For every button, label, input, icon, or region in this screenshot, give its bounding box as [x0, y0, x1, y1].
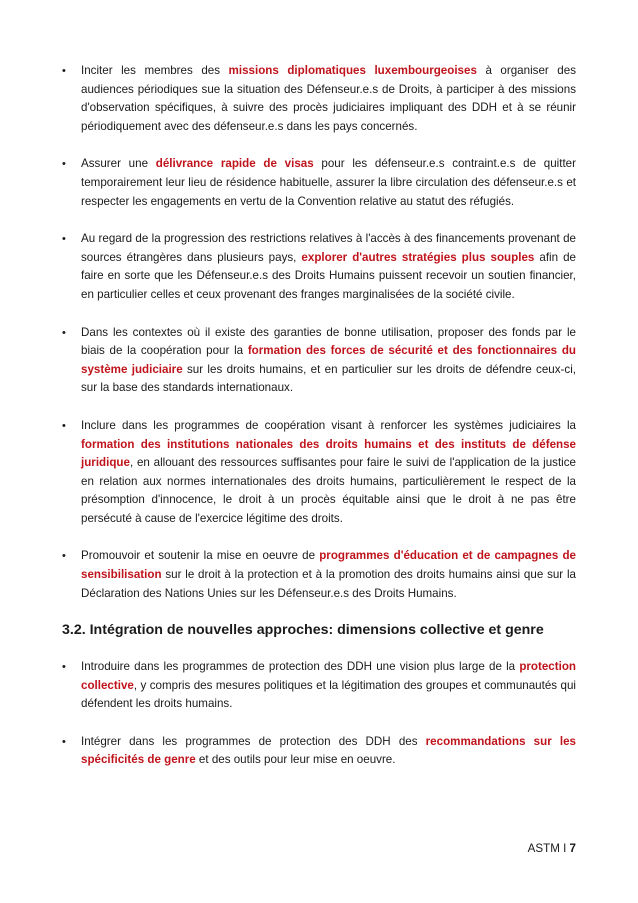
bullet-icon: •: [62, 735, 66, 748]
footer-org: ASTM: [527, 842, 560, 855]
bullet-icon: •: [62, 65, 66, 77]
section-heading: 3.2. Intégration de nouvelles approches: dimensions collective et genre: [62, 622, 544, 638]
footer-separator: I: [559, 842, 570, 855]
body-text: et des outils pour leur mise en oeuvre.: [195, 753, 396, 767]
bullet-icon: •: [62, 326, 66, 339]
list-item: [62, 230, 576, 304]
page-footer: [528, 842, 576, 855]
body-text: Inclure dans les programmes de coopération visant à renforcer les systèmes judiciaires la: [81, 418, 576, 432]
body-text: sur le droit à la protection et à la promotion des droits humains ainsi que sur la Déclaration des Nations Unies sur les Défenseur.e.s des Droits Humains.: [81, 568, 576, 600]
body-text: Promouvoir et soutenir la mise en oeuvre de: [81, 549, 320, 563]
highlighted-text: formation des forces de sécurité et des fonctionnaires du système judiciaire: [81, 344, 576, 376]
bullet-icon: •: [62, 661, 66, 673]
body-text: Au regard de la progression des restrictions relatives à l'accès à des financements provenant de sources étrangères dans plusieurs pays,: [81, 232, 576, 264]
highlighted-text: programmes d'éducation et de campagnes de sensibilisation: [81, 549, 576, 582]
page-number: 7: [569, 842, 576, 855]
body-text: pour les défenseur.e.s contraint.e.s de quitter temporairement leur lieu de résidence habituelle, assurer la libre circulation des défenseur.e.s et respecter les engagements en vertu de la Convention relative au statut des réfugiés.: [81, 157, 576, 208]
highlighted-text: délivrance rapide de visas: [155, 157, 314, 171]
list-item: [62, 547, 576, 603]
highlighted-text: recommandations sur les spécificités de genre: [81, 734, 576, 767]
highlighted-text: explorer d'autres stratégies plus souples: [301, 250, 535, 264]
gender-collective-list: [62, 658, 576, 789]
highlighted-text: protection collective: [81, 660, 576, 692]
list-item: [62, 155, 576, 211]
list-item: [62, 324, 576, 398]
body-text: à organiser des audiences périodiques sue la situation des Défenseur.e.s de Droits, à participer à des missions d'observation spécifiques, à suivre des procès judiciaires impliquant des DDH et à se réunir périodiquement avec des défenseur.e.s dans les pays concernés.: [81, 64, 576, 133]
list-item: [62, 658, 576, 714]
highlighted-text: formation des institutions nationales des droits humains et des instituts de défense juridique: [81, 437, 576, 470]
body-text: , en allouant des ressources suffisantes pour faire le suivi de l'application de la justice en relation aux normes internationales des droits humains, particulièrement le respect de la présomption d'innocence, le droit à un procès équitable ainsi que le droit à ne pas être persécuté à cause de l'exercice légitime des droits.: [81, 456, 576, 525]
bullet-icon: •: [62, 158, 66, 171]
body-text: Assurer une: [81, 157, 156, 171]
recommendations-list: [62, 62, 576, 622]
bullet-icon: •: [62, 550, 66, 563]
list-item: [62, 417, 576, 529]
body-text: Intégrer dans les programmes de protection des DDH des: [81, 734, 426, 748]
body-text: Dans les contextes où il existe des garanties de bonne utilisation, proposer des fonds par le biais de la coopération pour la: [81, 325, 576, 358]
body-text: Introduire dans les programmes de protection des DDH une vision plus large de la: [81, 660, 520, 673]
bullet-icon: •: [62, 233, 66, 246]
body-text: sur les droits humains, et en particulier sur les droits de défendre ceux-ci, sur la base des standards internationaux.: [81, 362, 576, 395]
bullet-icon: •: [62, 419, 66, 432]
body-text: Inciter les membres des: [81, 64, 229, 77]
body-text: afin de faire en sorte que les Défenseur.e.s des Droits Humains puissent recevoir un soutien financier, en particulier celles et ceux provenant des franges marginalisées de la société civile.: [81, 250, 576, 301]
highlighted-text: missions diplomatiques luxembourgeoises: [228, 64, 477, 77]
body-text: , y compris des mesures politiques et la légitimation des groupes et communautés qui défendent les droits humains.: [81, 678, 576, 711]
list-item: [62, 733, 576, 770]
list-item: [62, 62, 576, 136]
